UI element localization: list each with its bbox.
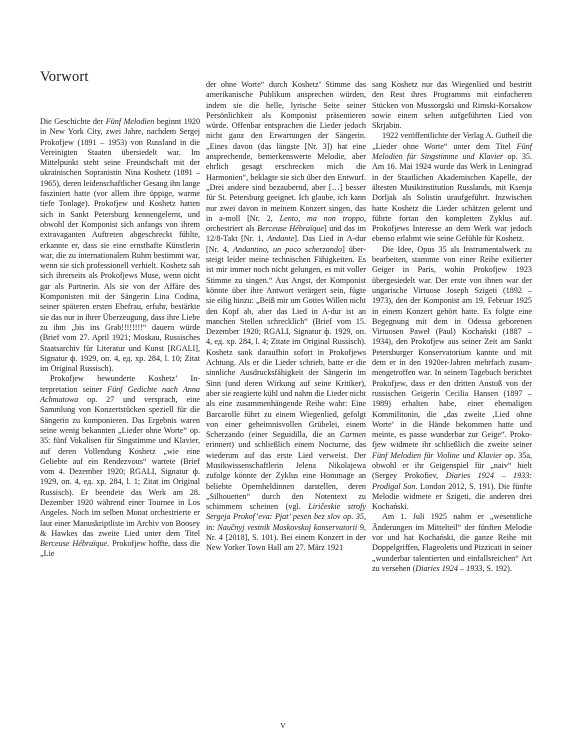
- italic-text: Fünf Melodien für Violine und Klavier: [372, 450, 503, 460]
- italic-text: Andantino, un poco scherzando: [233, 244, 343, 254]
- text-segment: 1922 veröffentlichte der Verlag A. Gutheil die „Lieder ohne Worte“ unter dem Titel: [372, 131, 532, 151]
- text-segment: ]. Das Lied in A-dur [Nr. 4,: [206, 234, 366, 254]
- italic-text: Diaries 1924 – 1933: [415, 563, 483, 573]
- text-segment: Die Idee, Opus 35 als Instrumentalwerk zu bearbeiten, stammte von einer Reihe exilierter Geiger in Paris, wohin Prokofjew 1923 übergesiedelt war. Der erste von ihnen war der ungarische Virtuose Joseph Szigeti (1892 – 1973), den der Komponist am 19. Februar 1925 in einem Konzert gehört hatte. Es folgte eine Begegnung mit dem in Odessa geborenen Virtuosen Paweł (Paul) Kochański (1887 – 1934), den Prokofjew aus seiner Zeit am Sankt Petersburger Konservatorium kannte und mit dem er in den 1920er-Jahren mehrfach zusammengetroffen war. In seinem Tagebuch berichtet Prokofjew, dass er den dritten Anstoß von der russischen Geigerin Cecilia Hansen (1897 – 1989) erhalten habe, einer ehemaligen Kommilitonin, die „das zweite ‚Lied ohne Worte‘ in die Hände bekommen hatte und meinte, es passe wunderbar zur Geige“. Prokofjew widmete ihr schließlich die zweite seiner: [372, 244, 532, 450]
- text-segment: op. 27 und versprach, eine Sammlung von Konzertstücken speziell für die Sängerin zu komponieren. Das Ergebnis waren seine wenig bekannten „Lieder ohne Worte“ op. 35: fünf Vokalisen für Singstimme und Klavier, auf deren Vollendung Koshetz „wie eine Geliebte auf ein Rendezvous“ wartete (Brief vom 4. Dezember 1920; RGALI, Signatur ф. 1929, оп. 4, ед. хр. 284, l. 1; Zitat im Original Russisch). Er beendete das Werk am 28. Dezember 1920 während einer Tournee in Los Angeles. Noch im selben Monat orchestrierte er laut einer Manuskriptliste im Archiv von Boosey & Hawkes das zweite Lied unter dem Titel: [40, 395, 200, 538]
- italic-text: Fünf Melodien: [105, 117, 155, 126]
- italic-text: Fünf Gedichte nach Anna Achmatowa: [40, 384, 200, 405]
- text-segment: , orchestriert als: [206, 213, 367, 234]
- text-segment: , S. 192).: [482, 563, 512, 573]
- text-segment: op. 35. Am 16. Mai 1924 wurde das Werk in Leningrad in der Staatlichen Akademischen Kapelle, der ältesten Musikinstitution Russlands, mit Ksenja Dorljak als Solistin uraufgeführt. Inzwischen hatte Koshetz die Lieder schätzen gelernt und führte fortan den kompletten Zyklus auf. Prokofjews Interesse an dem Werk war jedoch ebenso erlahmt wie seine Gefühle für Koshetz.: [372, 152, 532, 244]
- text-column-3: [372, 80, 532, 574]
- paragraph: [40, 117, 200, 374]
- page-number: V: [280, 721, 286, 730]
- paragraph: [206, 80, 366, 554]
- italic-text: Andante: [267, 234, 295, 244]
- text-column-1: [40, 117, 200, 560]
- text-segment: der ohne Worte“ durch Koshetz’ Stimme das amerikanische Publikum ansprechen würden, indem sie die helle, lyrische Seite seiner Persönlichkeit als Komponist präsentieren würde. Offenbar entsprachen die Lieder jedoch nicht ganz den Erwartungen der Sängerin. „Eines davon (das längste [Nr. 3]) hat eine ansprechende, bemerkenswerte Melodie, aber ehrlich gesagt erschrecken mich die Harmonien“, beklagte sie sich über den Entwurf. „Drei andere sind bezaubernd, aber […] besser für St. Petersburg geeignet. Ich glaube, ich kann nur zwei davon in meinem Konzert singen, das in a-moll [Nr. 2,: [206, 80, 366, 223]
- paragraph: [372, 245, 532, 513]
- text-segment: Am 1. Juli 1925 nahm er „wesentliche Änderungen im Mittelteil“ der fünften Melodie vor und hat Kochański, die ganze Reihe mit Doppelgriffen, Flageoletts und Pizzicati in seiner „wunderbar talentierten und einfallsreichen“ Art zu versehen (: [372, 512, 532, 573]
- italic-text: Carmen: [339, 430, 366, 440]
- text-segment: sang Koshetz nur das Wiegenlied und bestritt den Rest ihres Programms mit einfacheren Stücken von Mussorgski und Rimski-Korsakow sowie einem selten aufgeführten Lied von Skrjabin.: [372, 80, 532, 131]
- text-segment: beginnt 1920 in New York City, zwei Jahre, nachdem Sergej Prokofjew (1891 – 1953) von Russland in die Vereinigten Staaten übersiedelt war. Im Mittelpunkt steht seine Freundschaft mit der ukrainischen Sopranistin Nina Koshetz (1891 – 1965), deren leidenschaftlicher Gesang ihn lange fasziniert hatte (vor allem ihre üppige, warme tiefe Tonlage). Prokofjew und Koshetz hatten sich in Sankt Petersburg kennengelernt, und obwohl der Komponist sich anfangs von ihrem extravaganten Auftreten abgeschreckt fühlte, erkannte er, dass sie eine ernsthafte Künstlerin war, die zu internationalem Ruhm bestimmt war, wenn sie sich professionell verhielt. Koshetz sah sich ihrerseits als Prokofjews Muse, wenn nicht gar als Partnerin. Als sie von der Affäre des Komponisten mit der Sängerin Lina Codina, seiner späteren ersten Ehefrau, erfuhr, bestärkte sie das nur in ihrer Überzeugung, dass ihre Liebe zu ihm „bis ins Grab!!!!!!!!“ dauern würde (Brief vom 27. April 1921; Moskau, Russisches Staatsarchiv für Literatur und Kunst [RGALI], Signatur ф. 1929, оп. 4, ед. хр. 284, l. 10; Zitat im Original Russisch).: [40, 117, 201, 374]
- text-segment: ] übersteigt leider meine technischen Fähigkeiten. Es ist mir immer noch nicht gelungen, es mit voller Stimme zu singen.“ Aus Angst, der Komponist könnte über ihre Antwort verärgert sein, fügte sie eilig hinzu: „Beiß mir um Gottes Willen nicht den Kopf ab, aber das Lied in A-dur ist an manchen Stellen schrecklich“ (Brief vom 15. Dezember 1920; RGALI, Signatur ф. 1929, оп. 4, ед. хр. 284, l. 4; Zitate im Original Russisch). Koshetz sank daraufhin sofort in Prokofjews Achtung. Als er die Lieder schrieb, hatte er die sinnliche Ausdrucksfähigkeit der Sängerin im Sinn (und deren Wirkung auf seine Kritiker), aber sie reagierte kühl und nahm die Lieder nicht als eine zusammenhängende Reihe wahr: Eine Barcarolle führt zu einem Wiegenlied, gefolgt von einer geheimnisvollen Grübelei, einem Scherzando (einer Seguidilla, die an: [206, 244, 366, 440]
- text-segment: . Prokofjew hoffte, dass die „Lie: [40, 539, 200, 559]
- italic-text: Berceuse Hébraïque: [257, 224, 324, 234]
- text-segment: , in:: [206, 512, 366, 532]
- text-segment: Prokofjew bewunderte Koshetz’ Interpretation seiner: [40, 374, 200, 394]
- italic-text: Fünf Melodien für Singstimme und Klavier: [372, 141, 532, 162]
- text-segment: 9, Nr. 4 [2018], S. 101). Bei einem Konzert in der New Yorker Town Hall am 27. März 1921: [206, 522, 367, 553]
- text-column-2: [206, 80, 366, 554]
- text-segment: erinnert) und schließlich einem Nocturne, das wiederum auf das erste Lied verweist. Der Musikwissenschaftlerin Jelena Nikolajewa zufolge könnte der Zyklus eine Hommage an beliebte Opernheldinnen darstellen, deren „Silhouetten“ durch den Notentext zu schimmern scheinen (vgl.: [206, 440, 366, 512]
- paragraph: [372, 512, 532, 574]
- text-segment: ] und das im 12/8-Takt [Nr. 1,: [206, 224, 366, 244]
- text-segment: . London 2012, S. 191). Die fünfte Melodie widmete er Szigeti, die anderen drei Kochański.: [372, 481, 532, 512]
- italic-text: Lento, ma non troppo: [279, 213, 364, 223]
- italic-text: Diaries 1924 – 1933: Prodigal Son: [372, 471, 532, 491]
- text-segment: op. 35a, obwohl er ihr Geigenspiel für „naiv“ hielt (Sergey Prokofiev,: [372, 450, 533, 481]
- paragraph: [372, 80, 532, 131]
- italic-text: Berceuse Hébraïque: [40, 539, 108, 549]
- text-segment: Die Geschichte der: [40, 117, 106, 126]
- page-title: Vorwort: [40, 69, 89, 85]
- italic-text: Naučnyj vestnik Moskovskoj konservatorii: [217, 522, 358, 532]
- paragraph: [372, 131, 532, 244]
- paragraph: [40, 374, 200, 559]
- italic-text: Liričeskie strofy Sergeja Prokof’eva: Pjat’ pesen bez slov op. 35: [206, 502, 366, 522]
